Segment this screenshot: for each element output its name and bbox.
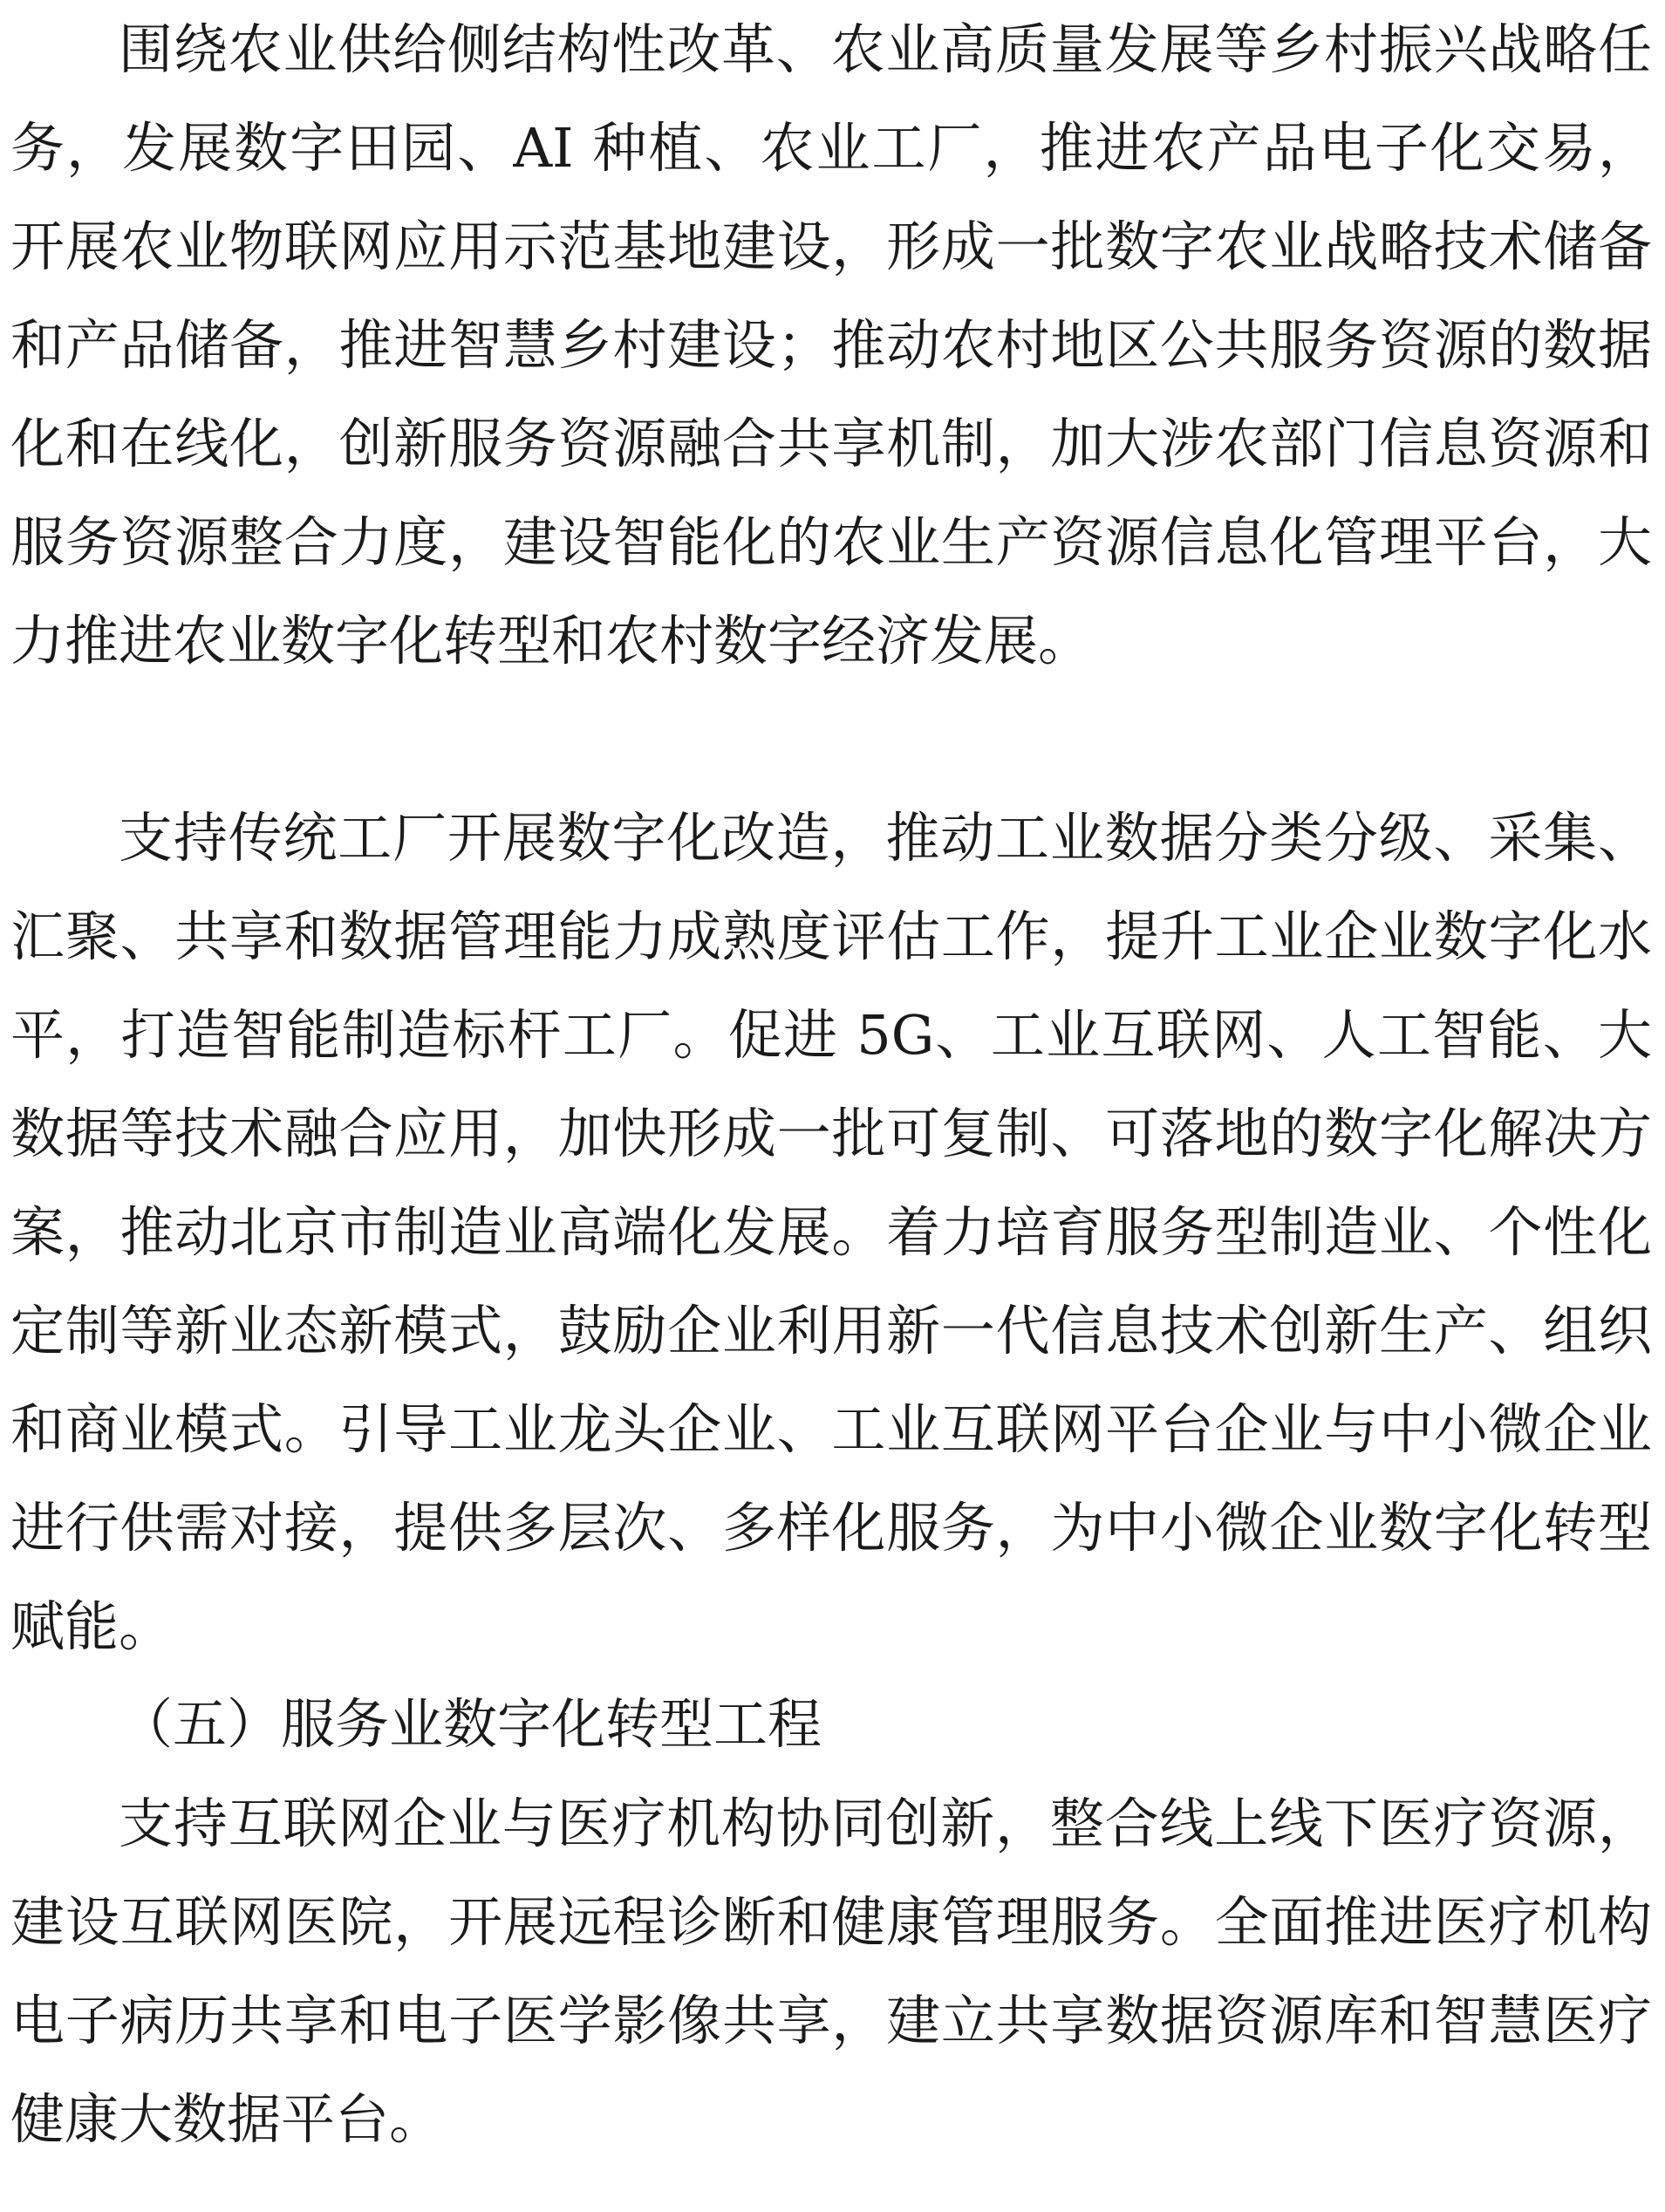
body-paragraph-agriculture: 围绕农业供给侧结构性改革、农业高质量发展等乡村振兴战略任务，发展数字田园、AI 种植、农业工厂，推进农产品电子化交易，开展农业物联网应用示范基地建设，形成一批数字农业战略技术储备和产品储备，推进智慧乡村建设；推动农村地区公共服务资源的数据化和在线化，创新服务资源融合共享机制，加大涉农部门信息资源和服务资源整合力度，建设智能化的农业生产资源信息化管理平台，大力推进农业数字化转型和农村数字经济发展。 — [10, 17, 1652, 672]
body-paragraph-industry: 支持传统工厂开展数字化改造，推动工业数据分类分级、采集、汇聚、共享和数据管理能力成熟度评估工作，提升工业企业数字化水平，打造智能制造标杆工厂。促进 5G、工业互联网、人工智能、大数据等技术融合应用，加快形成一批可复制、可落地的数字化解决方案，推动北京市制造业高端化发展。着力培育服务型制造业、个性化定制等新业态新模式，鼓励企业利用新一代信息技术创新生产、组织和商业模式。引导工业龙头企业、工业互联网平台企业与中小微企业进行供需对接，提供多层次、多样化服务，为中小微企业数字化转型赋能。 — [10, 806, 1652, 1658]
body-paragraph-services: 支持互联网企业与医疗机构协同创新，整合线上线下医疗资源，建设互联网医院，开展远程诊断和健康管理服务。全面推进医疗机构电子病历共享和电子医学影像共享，建立共享数据资源库和智慧医疗健康大数据平台。 — [10, 1792, 1652, 2151]
section-heading: （五）服务业数字化转型工程 — [119, 1692, 822, 1756]
document-page — [10, 0, 1652, 2212]
